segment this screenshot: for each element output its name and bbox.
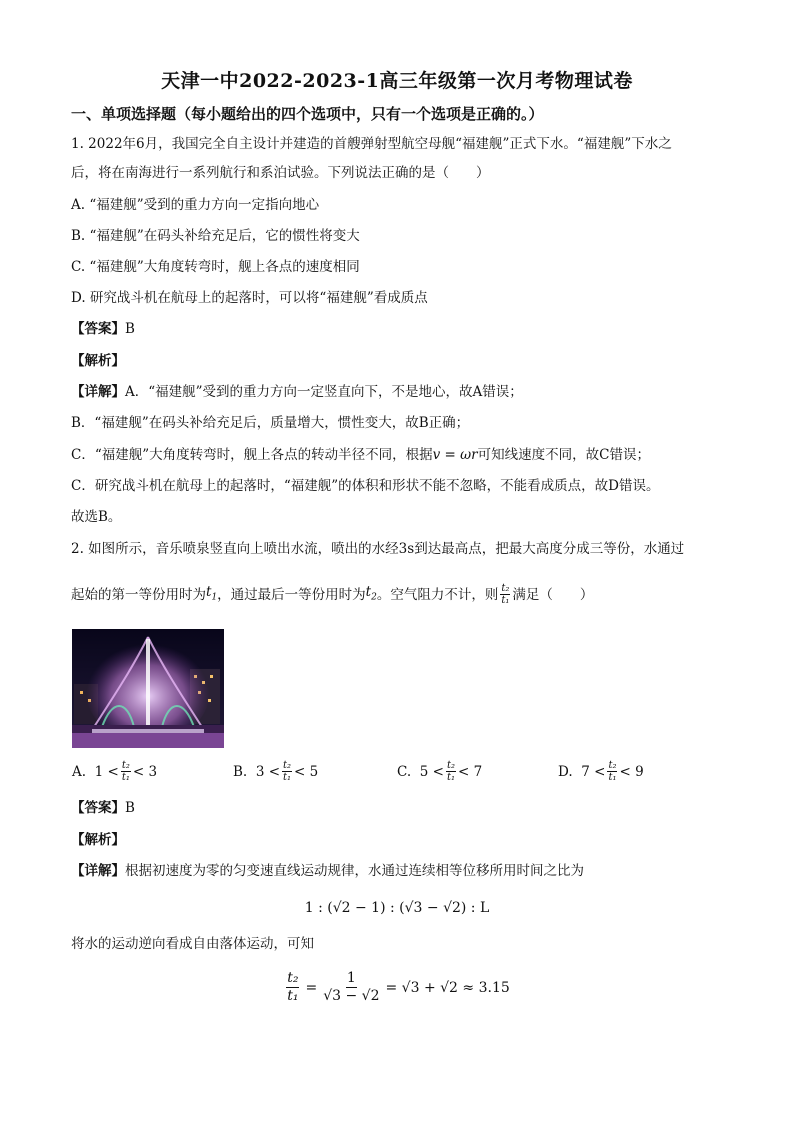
- q2-option-c: [397, 760, 482, 783]
- q1-conclusion: 故选B。: [71, 509, 122, 525]
- t2-sub: 2: [371, 592, 377, 603]
- option-fraction: [121, 760, 131, 783]
- q2-detail: [71, 862, 584, 880]
- fraction-denominator: t₁: [287, 988, 299, 1004]
- q2-stem-post: 满足（ ）: [512, 586, 594, 603]
- fraction-denominator: t₁: [608, 772, 617, 783]
- q1-detail-a: [71, 383, 523, 401]
- t1-sub: 1: [211, 592, 218, 603]
- q2-option-d: [558, 760, 644, 783]
- q2-reverse-text: 将水的运动逆向看成自由落体运动，可知: [71, 936, 314, 952]
- fraction-numerator: t₂: [501, 583, 510, 595]
- page-title: 天津一中2022-2023-1高三年级第一次月考物理试卷: [161, 70, 633, 92]
- t1-symbol: [206, 583, 217, 607]
- fraction-denominator: t₁: [283, 772, 292, 783]
- fraction-numerator: t₂: [608, 760, 617, 771]
- final-lhs-fraction: [286, 970, 299, 1005]
- option-high: < 7: [457, 763, 483, 780]
- option-low: 5 <: [419, 763, 444, 780]
- q2-stem-mid: ，通过最后一等份用时为: [217, 586, 366, 603]
- q2-stem-mid2: 。空气阻力不计，则: [376, 586, 499, 603]
- q2-answer: [71, 799, 135, 817]
- option-fraction: [282, 760, 292, 783]
- option-low: 7 <: [581, 763, 606, 780]
- detail-text: 根据初速度为零的匀变速直线运动规律，水通过连续相等位移所用时间之比为: [125, 863, 584, 879]
- detail-c-post: 可知线速度不同，故C错误；: [477, 447, 650, 463]
- fraction-denominator: t₁: [501, 595, 510, 607]
- detail-tag: 【详解】: [71, 384, 125, 400]
- option-high: < 5: [294, 763, 319, 780]
- detail-c-pre: C．“福建舰”大角度转弯时，舰上各点的转动半径不同，根据: [71, 447, 433, 463]
- q1-answer: [71, 320, 135, 338]
- fountain-photo: [72, 629, 224, 748]
- q1-analysis: [71, 352, 125, 370]
- detail-tag: 【详解】: [71, 863, 125, 879]
- fountain-image: [72, 629, 224, 748]
- q1-option-c: C. “福建舰”大角度转弯时，舰上各点的速度相同: [71, 259, 360, 275]
- t2-letter: t: [365, 584, 372, 600]
- q1-option-b: B. “福建舰”在码头补给充足后，它的惯性将变大: [71, 228, 360, 244]
- ratio-fraction: [500, 583, 510, 606]
- fraction-numerator: 1: [346, 970, 356, 986]
- option-low: 3 <: [255, 763, 281, 780]
- time-ratio-equation: 1 : (√2 − 1) : (√3 − √2) : L: [304, 900, 490, 916]
- q2-stem-line2: [71, 583, 593, 607]
- q1-option-a: A. “福建舰”受到的重力方向一定指向地心: [71, 197, 320, 213]
- answer-value: B: [125, 800, 135, 816]
- section-heading: 一、单项选择题（每小题给出的四个选项中，只有一个选项是正确的。）: [71, 105, 544, 123]
- option-fraction: [446, 760, 456, 783]
- option-label: B.: [233, 763, 248, 780]
- detail-c-formula: v = ωr: [432, 447, 478, 463]
- analysis-tag: 【解析】: [71, 832, 125, 848]
- answer-tag: 【答案】: [71, 321, 125, 337]
- t1-letter: t: [206, 584, 212, 600]
- q1-stem-line1: 1. 2022年6月，我国完全自主设计并建造的首艘弹射型航空母舰“福建舰”正式下水。“福建舰”下水之: [71, 136, 672, 152]
- option-low: 1 <: [94, 763, 119, 780]
- fraction-denominator: √3 − √2: [323, 988, 380, 1004]
- equals-sign: =: [305, 979, 318, 996]
- option-high: < 9: [619, 763, 644, 780]
- fraction-denominator: t₁: [121, 772, 130, 783]
- t2-symbol: [366, 583, 377, 607]
- fraction-denominator: t₁: [446, 772, 455, 783]
- fraction-numerator: t₂: [287, 970, 299, 986]
- q2-option-a: [72, 760, 157, 783]
- final-mid-fraction: [323, 970, 379, 1005]
- q2-option-b: [233, 760, 318, 783]
- option-label: A.: [72, 763, 87, 780]
- option-fraction: [607, 760, 617, 783]
- q2-stem-line1: 2. 如图所示，音乐喷泉竖直向上喷出水流，喷出的水经3s到达最高点，把最大高度分成三等份，水通过: [71, 541, 685, 557]
- option-high: < 3: [132, 763, 158, 780]
- option-label: D.: [558, 763, 573, 780]
- q1-detail-b: B．“福建舰”在码头补给充足后，质量增大，惯性变大，故B正确；: [71, 415, 470, 431]
- final-equation: [0, 970, 794, 1005]
- option-label: C.: [397, 763, 412, 780]
- answer-tag: 【答案】: [71, 800, 125, 816]
- fraction-numerator: t₂: [446, 760, 455, 771]
- q1-stem-line2: 后，将在南海进行一系列航行和系泊试验。下列说法正确的是（ ）: [71, 165, 490, 181]
- q1-detail-d: C．研究战斗机在航母上的起落时，“福建舰”的体积和形状不能不忽略，不能看成质点，故D错误。: [71, 478, 660, 494]
- q2-analysis: [71, 831, 125, 849]
- final-rhs: = √3 + √2 ≈ 3.15: [385, 979, 510, 996]
- q2-stem-pre: 起始的第一等份用时为: [71, 586, 206, 603]
- fraction-numerator: t₂: [283, 760, 292, 771]
- analysis-tag: 【解析】: [71, 353, 125, 369]
- fraction-numerator: t₂: [121, 760, 130, 771]
- detail-a-text: A．“福建舰”受到的重力方向一定竖直向下，不是地心，故A错误；: [125, 384, 523, 400]
- q1-option-d: D. 研究战斗机在航母上的起落时，可以将“福建舰”看成质点: [71, 290, 428, 306]
- answer-value: B: [125, 321, 135, 337]
- q1-detail-c: [71, 446, 650, 464]
